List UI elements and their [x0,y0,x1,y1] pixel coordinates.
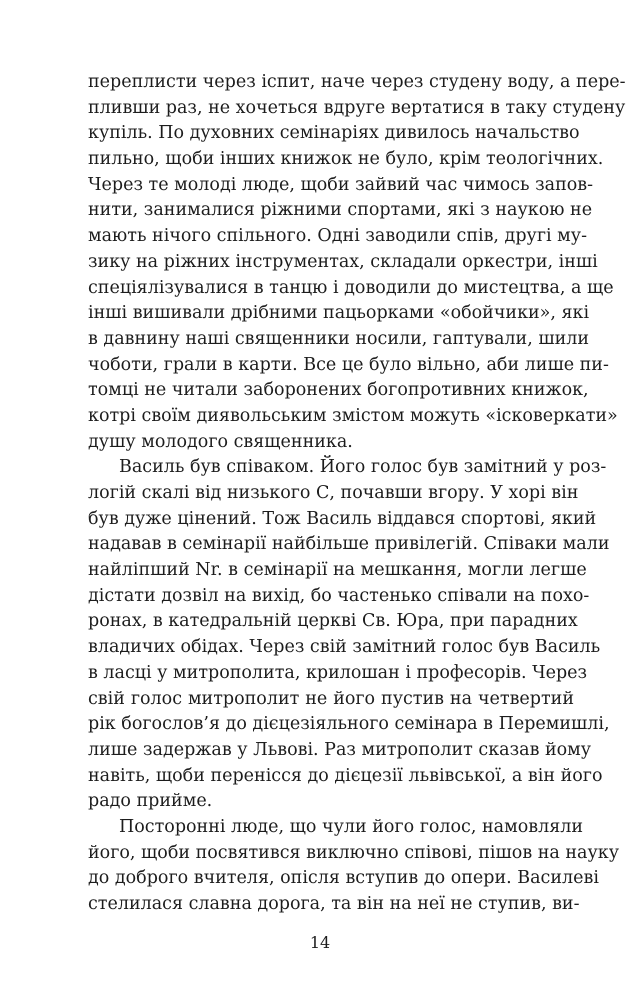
body-text [88,70,626,918]
text-line: мають нічого спільного. Одні заводили спів, другі му- [88,226,587,247]
text-line: томці не читали заборонених богопротивних книжок, [88,380,589,401]
text-line: радо прийме. [88,791,213,812]
text-line: душу молодого священника. [88,431,353,452]
text-line: в ласці у митрополита, крилошан і професорів. Через [88,662,588,683]
page-number: 14 [309,933,331,952]
text-line: до доброго вчителя, опісля вступив до опери. Василеві [88,868,599,889]
text-line: чоботи, грали в карти. Все це було вільно, аби лише пи- [88,354,609,375]
text-line: Посторонні люде, що чули його голос, намовляли [119,816,584,837]
text-line: купіль. По духовних семінаріях дивилось начальство [88,123,580,144]
text-line: переплисти через іспит, наче через студену воду, а пере- [88,72,626,92]
text-line: його, щоби посвятився виключно співові, пішов на науку [88,842,620,863]
text-line: в давнину наші священники носили, гаптували, шили [88,328,590,349]
text-line: котрі своїм диявольським змістом можуть «ісковеркати» [88,405,618,426]
text-line: рік богослов’я до дієцезіяльного семінара в Перемишлі, [88,714,610,735]
text-line: свій голос митрополит не його пустив на четвертий [88,688,574,709]
text-line: лише задержав у Львові. Раз митрополит сказав йому [88,739,592,760]
text-line: навіть, щоби перенісся до дієцезії львівської, а він його [88,765,603,786]
text-line: логій скалі від низького С, почавши вгору. У хорі він [88,483,579,503]
text-line: ронах, в катедральній церкві Св. Юра, при парадних [88,611,578,632]
text-line: Василь був співаком. Його голос був замітний у роз- [119,457,607,478]
text-line: пливши раз, не хочеться вдруге вертатися в таку студену [88,97,626,118]
text-line: найліпший Nr. в семінарії на мешкання, могли легше [88,560,587,581]
text-line: зику на ріжних інструментах, складали оркестри, інші [88,251,598,272]
text-line: спеціялізувалися в танцю і доводили до мистецтва, а ще [88,277,614,298]
text-line: нити, занималися ріжними спортами, які з наукою не [88,200,593,221]
text-line: був дуже цінений. Тож Василь віддався спортові, який [88,508,597,529]
text-line: владичих обідах. Через свій замітний голос був Василь [88,637,601,658]
text-line: інші вишивали дрібними пацьорками «обойчики», які [88,303,590,324]
text-line: Через те молоді люде, щоби зайвий час чимось запов- [88,174,594,195]
text-line: надавав в семінарії найбільше привілегій. Співаки мали [88,534,610,555]
text-line: пильно, щоби інших книжок не було, крім теологічних. [88,149,604,170]
text-line: дістати дозвіл на вихід, бо частенько співали на похо- [88,585,590,606]
text-line: стелилася славна дорога, та він на неї не ступив, ви- [88,894,580,914]
